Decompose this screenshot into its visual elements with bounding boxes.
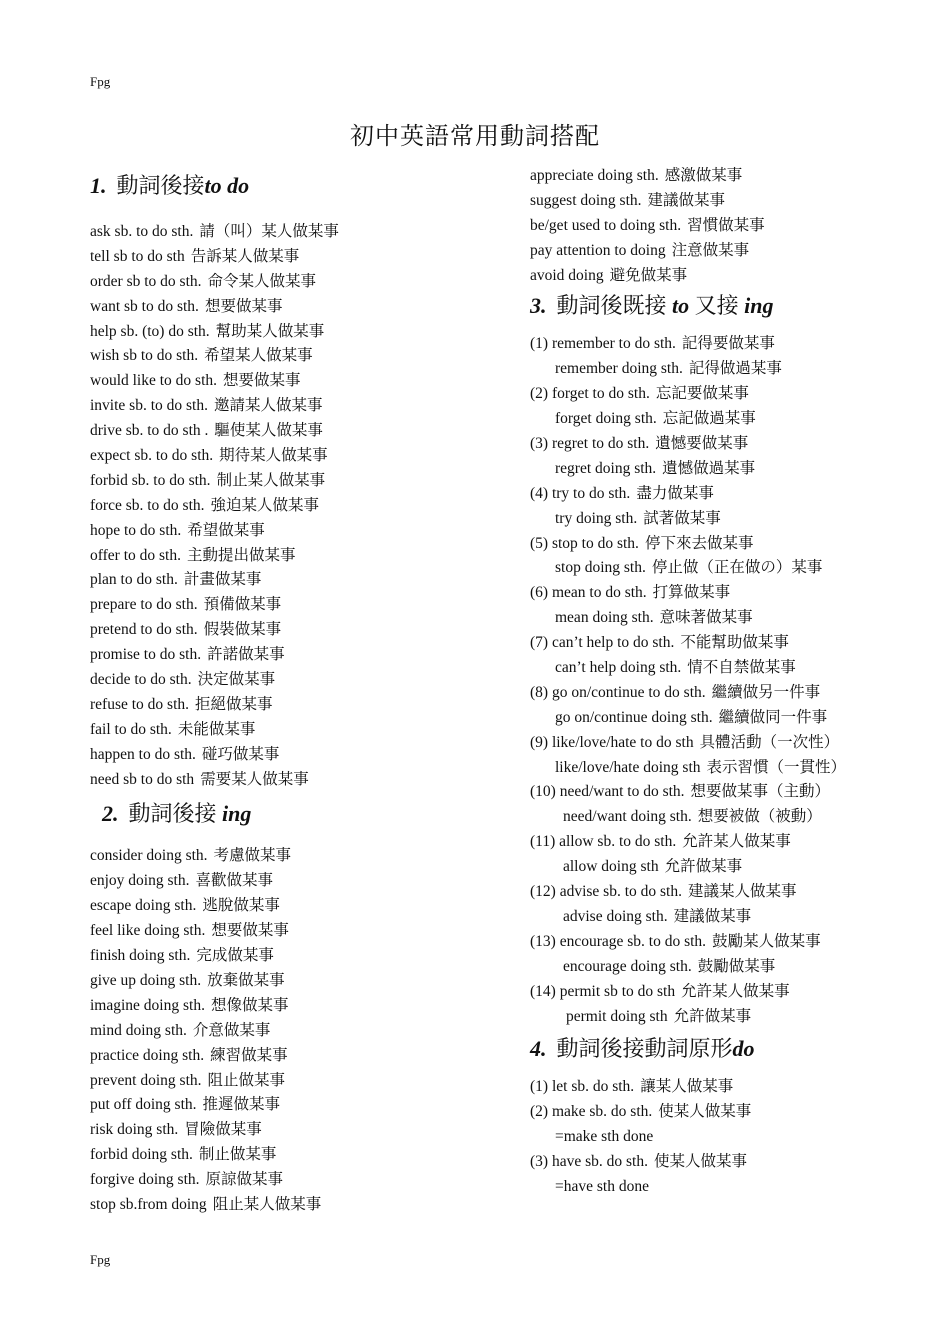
verb-phrase-row: [530, 606, 930, 631]
english-phrase: ask sb. to do sth.: [90, 223, 194, 240]
verb-phrase-row: [530, 706, 930, 731]
english-phrase: need/want doing sth.: [563, 808, 692, 826]
verb-phrase-row: [530, 880, 930, 905]
chinese-meaning: 許諾做某事: [207, 646, 285, 664]
chinese-meaning: 告訴某人做某事: [190, 247, 300, 265]
verb-phrase-row: [530, 239, 930, 264]
chinese-meaning: 考慮做某事: [213, 847, 292, 865]
english-phrase: advise doing sth.: [563, 907, 668, 925]
english-phrase: suggest doing sth.: [530, 191, 642, 209]
section-keyword-2: ing: [744, 293, 774, 319]
chinese-meaning: 感激做某事: [664, 167, 743, 184]
section-label: 動詞後接: [116, 173, 205, 198]
chinese-meaning: 允許做某事: [664, 858, 743, 876]
chinese-meaning: 強迫某人做某事: [210, 496, 320, 514]
english-phrase: (9) like/love/hate to do sth: [530, 733, 694, 751]
verb-phrase-row: [530, 357, 930, 382]
english-phrase: (6) mean to do sth.: [530, 584, 647, 602]
section-label: 動詞後接: [128, 801, 217, 827]
chinese-meaning: 忘記做過某事: [662, 410, 756, 428]
verb-phrase-row: [90, 419, 510, 444]
verb-phrase-row: [90, 919, 510, 944]
english-phrase: (2) forget to do sth.: [530, 385, 650, 403]
verb-phrase-row: [530, 332, 930, 357]
english-phrase: (3) regret to do sth.: [530, 435, 650, 453]
chinese-meaning: 制止做某事: [198, 1146, 277, 1164]
verb-phrase-row: [530, 189, 930, 214]
chinese-meaning: 意味著做某事: [659, 609, 753, 627]
english-phrase: tell sb to do sth: [90, 247, 185, 265]
english-phrase: give up doing sth.: [90, 971, 202, 989]
chinese-meaning: 想要做某事（主動）: [690, 783, 831, 801]
chinese-meaning: 允許做某事: [673, 1007, 752, 1025]
verb-phrase-row: [530, 382, 930, 407]
english-phrase: (10) need/want to do sth.: [530, 783, 685, 801]
english-phrase: put off doing sth.: [90, 1096, 197, 1114]
chinese-meaning: 原諒做某事: [205, 1171, 284, 1189]
chinese-meaning: 練習做某事: [210, 1046, 288, 1064]
verb-phrase-row: [90, 618, 510, 643]
verb-phrase-row: [530, 264, 930, 289]
chinese-meaning: 阻止某人做某事: [212, 1195, 322, 1213]
chinese-meaning: 驅使某人做某事: [214, 422, 323, 440]
verb-phrase-row: [530, 556, 930, 581]
english-phrase: forget doing sth.: [555, 410, 657, 428]
chinese-meaning: 需要某人做某事: [200, 770, 309, 788]
verb-phrase-row: [530, 1100, 930, 1125]
section-4-list: [530, 1075, 930, 1199]
english-phrase: =make sth done: [555, 1128, 654, 1146]
chinese-meaning: 允許某人做某事: [681, 982, 790, 1000]
verb-phrase-row: [90, 718, 510, 743]
chinese-meaning: 命令某人做某事: [207, 272, 317, 290]
verb-phrase-row: [530, 955, 930, 980]
chinese-meaning: 記得做過某事: [688, 360, 782, 378]
verb-phrase-row: [90, 444, 510, 469]
english-phrase: (2) make sb. do sth.: [530, 1103, 653, 1121]
verb-phrase-row: [90, 743, 510, 768]
chinese-meaning: 未能做某事: [177, 720, 256, 738]
chinese-meaning: 停止做（正在做の）某事: [651, 559, 823, 577]
verb-phrase-row: [530, 756, 930, 781]
chinese-meaning: 記得要做某事: [681, 335, 775, 353]
section-2-list-continued: [530, 164, 930, 288]
chinese-meaning: 假裝做某事: [203, 621, 282, 639]
chinese-meaning: 推遲做某事: [202, 1096, 281, 1114]
left-column: [90, 168, 510, 1218]
english-phrase: appreciate doing sth.: [530, 167, 659, 184]
verb-phrase-row: [90, 220, 510, 245]
verb-phrase-row: [90, 643, 510, 668]
verb-phrase-row: [90, 568, 510, 593]
verb-phrase-row: [90, 494, 510, 519]
verb-phrase-row: [90, 593, 510, 618]
verb-phrase-row: [530, 407, 930, 432]
english-phrase: enjoy doing sth.: [90, 872, 190, 890]
section-3-list: [530, 332, 930, 1029]
verb-phrase-row: [90, 768, 510, 793]
verb-phrase-row: [530, 1075, 930, 1100]
verb-phrase-row: [530, 457, 930, 482]
english-phrase: permit doing sth: [566, 1007, 668, 1025]
english-phrase: force sb. to do sth.: [90, 496, 205, 514]
english-phrase: hope to do sth.: [90, 521, 182, 539]
section-keyword: to: [672, 293, 690, 319]
english-phrase: stop doing sth.: [555, 559, 646, 577]
verb-phrase-row: [530, 164, 930, 189]
verb-phrase-row: [90, 544, 510, 569]
chinese-meaning: 忘記要做某事: [655, 385, 749, 403]
english-phrase: (7) can’t help to do sth.: [530, 634, 675, 652]
chinese-meaning: 停下來去做某事: [644, 534, 754, 552]
english-phrase: escape doing sth.: [90, 897, 197, 915]
english-phrase: (1) let sb. do sth.: [530, 1078, 635, 1096]
section-label: 動詞後接動詞原形: [556, 1036, 733, 1062]
english-phrase: (1) remember to do sth.: [530, 335, 676, 353]
chinese-meaning: 邀請某人做某事: [213, 397, 323, 415]
verb-phrase-row: [90, 1069, 510, 1094]
english-phrase: wish sb to do sth.: [90, 347, 199, 365]
english-phrase: (8) go on/continue to do sth.: [530, 683, 706, 701]
section-number: 1.: [90, 173, 107, 198]
verb-phrase-row: [530, 731, 930, 756]
verb-phrase-row: [530, 855, 930, 880]
verb-phrase-row: [90, 1193, 510, 1218]
chinese-meaning: 想要做某事: [204, 297, 283, 315]
english-phrase: happen to do sth.: [90, 745, 196, 763]
english-phrase: (11) allow sb. to do sth.: [530, 833, 677, 851]
chinese-meaning: 主動提出做某事: [186, 546, 296, 564]
verb-phrase-row: [530, 780, 930, 805]
verb-phrase-row: [90, 994, 510, 1019]
verb-phrase-row: [90, 344, 510, 369]
section-1-heading: [90, 168, 510, 212]
english-phrase: order sb to do sth.: [90, 272, 202, 290]
chinese-meaning: 允許某人做某事: [682, 833, 791, 851]
chinese-meaning: 請（叫）某人做某事: [199, 223, 339, 240]
english-phrase: pay attention to doing: [530, 241, 666, 259]
chinese-meaning: 介意做某事: [192, 1021, 271, 1039]
english-phrase: refuse to do sth.: [90, 695, 190, 713]
chinese-meaning: 注意做某事: [671, 241, 750, 259]
verb-phrase-row: [530, 631, 930, 656]
verb-phrase-row: [530, 656, 930, 681]
verb-phrase-row: [90, 394, 510, 419]
english-phrase: fail to do sth.: [90, 720, 172, 738]
verb-phrase-row: [530, 830, 930, 855]
verb-phrase-row: [90, 295, 510, 320]
chinese-meaning: 建議做某事: [673, 907, 752, 925]
verb-phrase-row: [90, 270, 510, 295]
section-2-heading: [90, 796, 510, 836]
chinese-meaning: 讓某人做某事: [640, 1078, 734, 1096]
chinese-meaning: 遺憾做過某事: [662, 459, 756, 477]
chinese-meaning: 預備做某事: [203, 596, 282, 614]
english-phrase: (3) have sb. do sth.: [530, 1153, 648, 1171]
english-phrase: need sb to do sth: [90, 770, 195, 788]
verb-phrase-row: [90, 969, 510, 994]
chinese-meaning: 使某人做某事: [653, 1153, 747, 1171]
verb-phrase-row: [530, 432, 930, 457]
verb-phrase-row: [90, 320, 510, 345]
english-phrase: forbid sb. to do sth.: [90, 471, 211, 489]
section-4-heading: [530, 1031, 930, 1071]
english-phrase: be/get used to doing sth.: [530, 216, 682, 234]
chinese-meaning: 表示習慣（一貫性）: [706, 758, 847, 776]
section-number: 4.: [530, 1036, 547, 1062]
verb-phrase-row: [90, 1143, 510, 1168]
chinese-meaning: 期待某人做某事: [219, 447, 328, 465]
chinese-meaning: 想要被做（被動）: [697, 808, 822, 826]
verb-phrase-row: [530, 1175, 930, 1200]
chinese-meaning: 鼓勵做某事: [697, 957, 776, 975]
chinese-meaning: 建議做某事: [647, 191, 726, 209]
verb-phrase-row: [530, 1150, 930, 1175]
english-phrase: want sb to do sth.: [90, 297, 199, 315]
english-phrase: prepare to do sth.: [90, 596, 198, 614]
verb-phrase-row: [530, 507, 930, 532]
english-phrase: mean doing sth.: [555, 609, 654, 627]
section-keyword: ing: [222, 801, 252, 827]
english-phrase: (14) permit sb to do sth: [530, 982, 676, 1000]
chinese-meaning: 建議某人做某事: [687, 883, 797, 901]
chinese-meaning: 完成做某事: [196, 947, 274, 965]
chinese-meaning: 遺憾要做某事: [655, 435, 749, 453]
verb-phrase-row: [90, 693, 510, 718]
verb-phrase-row: [90, 869, 510, 894]
english-phrase: offer to do sth.: [90, 546, 181, 564]
verb-phrase-row: [530, 1005, 930, 1030]
section-number: 2.: [102, 801, 119, 827]
english-phrase: try doing sth.: [555, 509, 638, 527]
english-phrase: prevent doing sth.: [90, 1071, 202, 1089]
chinese-meaning: 希望某人做某事: [204, 347, 313, 365]
english-phrase: like/love/hate doing sth: [555, 758, 701, 776]
verb-phrase-row: [530, 482, 930, 507]
chinese-meaning: 避免做某事: [609, 266, 688, 284]
english-phrase: (12) advise sb. to do sth.: [530, 883, 682, 901]
chinese-meaning: 習慣做某事: [687, 216, 765, 234]
english-phrase: mind doing sth.: [90, 1021, 187, 1039]
english-phrase: promise to do sth.: [90, 646, 202, 664]
section-1-list: [90, 220, 510, 792]
chinese-meaning: 喜歡做某事: [195, 872, 273, 890]
verb-phrase-row: [530, 980, 930, 1005]
section-keyword: do: [732, 1036, 755, 1062]
chinese-meaning: 試著做某事: [643, 509, 721, 527]
english-phrase: invite sb. to do sth.: [90, 397, 208, 415]
section-keyword: to do: [204, 173, 250, 198]
english-phrase: regret doing sth.: [555, 459, 657, 477]
chinese-meaning: 想要做某事: [211, 922, 289, 940]
chinese-meaning: 打算做某事: [652, 584, 731, 602]
verb-phrase-row: [530, 532, 930, 557]
chinese-meaning: 想要做某事: [223, 372, 301, 390]
verb-phrase-row: [90, 1093, 510, 1118]
chinese-meaning: 想像做某事: [210, 996, 289, 1014]
verb-phrase-row: [530, 805, 930, 830]
chinese-meaning: 使某人做某事: [658, 1103, 752, 1121]
chinese-meaning: 具體活動（一次性）: [699, 733, 840, 751]
chinese-meaning: 情不自禁做某事: [687, 659, 796, 677]
english-phrase: (4) try to do sth.: [530, 484, 631, 502]
english-phrase: forbid doing sth.: [90, 1146, 193, 1164]
verb-phrase-row: [90, 369, 510, 394]
verb-phrase-row: [90, 844, 510, 869]
english-phrase: pretend to do sth.: [90, 621, 198, 639]
chinese-meaning: 決定做某事: [197, 671, 276, 689]
verb-phrase-row: [90, 894, 510, 919]
verb-phrase-row: [530, 1125, 930, 1150]
chinese-meaning: 不能幫助做某事: [680, 634, 789, 652]
verb-phrase-row: [530, 214, 930, 239]
section-2-list: [90, 844, 510, 1217]
page-title: 初中英語常用動詞搭配: [350, 124, 600, 150]
verb-phrase-row: [90, 944, 510, 969]
verb-phrase-row: [90, 1168, 510, 1193]
chinese-meaning: 盡力做某事: [636, 484, 714, 502]
english-phrase: can’t help doing sth.: [555, 659, 682, 677]
english-phrase: =have sth done: [555, 1177, 649, 1195]
english-phrase: encourage doing sth.: [563, 957, 692, 975]
chinese-meaning: 鼓勵某人做某事: [712, 932, 821, 950]
chinese-meaning: 碰巧做某事: [201, 745, 280, 763]
english-phrase: remember doing sth.: [555, 360, 683, 378]
english-phrase: consider doing sth.: [90, 847, 208, 865]
english-phrase: drive sb. to do sth .: [90, 422, 209, 440]
verb-phrase-row: [90, 245, 510, 270]
chinese-meaning: 阻止做某事: [207, 1071, 286, 1089]
english-phrase: (13) encourage sb. to do sth.: [530, 932, 707, 950]
verb-phrase-row: [530, 905, 930, 930]
page-header: Fpg: [90, 74, 111, 89]
verb-phrase-row: [90, 1044, 510, 1069]
english-phrase: practice doing sth.: [90, 1046, 205, 1064]
english-phrase: decide to do sth.: [90, 671, 192, 689]
chinese-meaning: 制止某人做某事: [216, 471, 326, 489]
section-label: 動詞後既接: [556, 293, 667, 319]
english-phrase: risk doing sth.: [90, 1121, 179, 1139]
verb-phrase-row: [530, 681, 930, 706]
chinese-meaning: 逃脫做某事: [202, 897, 280, 915]
chinese-meaning: 幫助某人做某事: [215, 322, 325, 340]
english-phrase: finish doing sth.: [90, 947, 191, 965]
english-phrase: plan to do sth.: [90, 571, 178, 589]
section-3-heading: [530, 288, 930, 328]
verb-phrase-row: [90, 469, 510, 494]
english-phrase: feel like doing sth.: [90, 922, 206, 940]
chinese-meaning: 計畫做某事: [183, 571, 262, 589]
english-phrase: help sb. (to) do sth.: [90, 322, 210, 340]
chinese-meaning: 冒險做某事: [184, 1121, 262, 1139]
right-column: [530, 164, 930, 1200]
verb-phrase-row: [90, 668, 510, 693]
english-phrase: forgive doing sth.: [90, 1171, 200, 1189]
chinese-meaning: 繼續做同一件事: [718, 708, 828, 726]
verb-phrase-row: [90, 1019, 510, 1044]
chinese-meaning: 放棄做某事: [207, 971, 285, 989]
page-footer: Fpg: [90, 1252, 111, 1267]
english-phrase: avoid doing: [530, 266, 604, 284]
section-label-2: 又接: [694, 293, 739, 319]
english-phrase: expect sb. to do sth.: [90, 447, 214, 465]
verb-phrase-row: [90, 1118, 510, 1143]
chinese-meaning: 希望做某事: [187, 521, 265, 539]
verb-phrase-row: [530, 930, 930, 955]
english-phrase: allow doing sth: [563, 858, 659, 876]
verb-phrase-row: [530, 581, 930, 606]
chinese-meaning: 拒絕做某事: [195, 695, 273, 713]
chinese-meaning: 繼續做另一件事: [711, 683, 821, 701]
english-phrase: imagine doing sth.: [90, 996, 205, 1014]
section-number: 3.: [530, 293, 547, 319]
english-phrase: would like to do sth.: [90, 372, 218, 390]
english-phrase: go on/continue doing sth.: [555, 708, 713, 726]
english-phrase: stop sb.from doing: [90, 1195, 207, 1213]
verb-phrase-row: [90, 519, 510, 544]
english-phrase: (5) stop to do sth.: [530, 534, 639, 552]
